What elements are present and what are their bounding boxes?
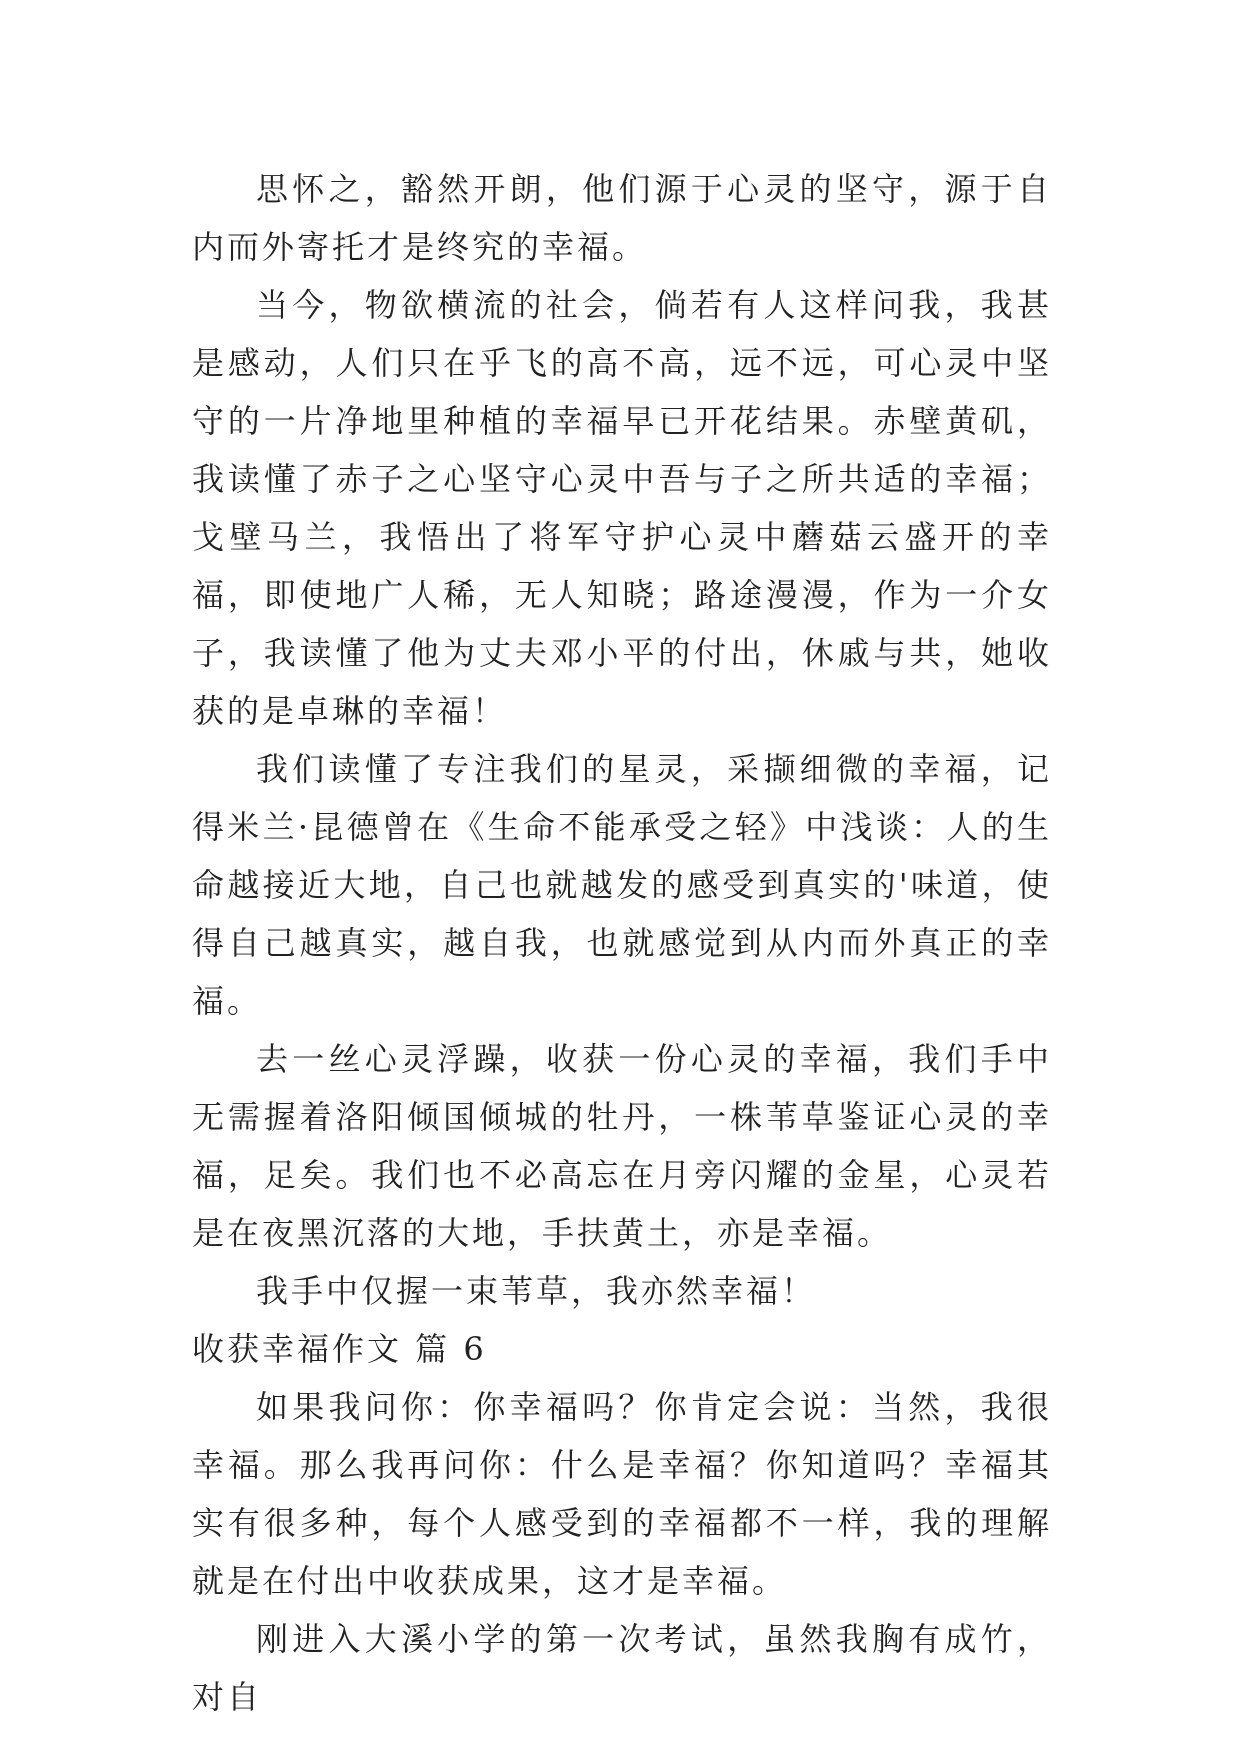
document-page: [192, 160, 1052, 1726]
paragraph-1: 思怀之，豁然开朗，他们源于心灵的坚守，源于自内而外寄托才是终究的幸福。: [192, 170, 1052, 266]
paragraph-6: 如果我问你：你幸福吗？你肯定会说：当然，我很幸福。那么我再问你：什么是幸福？你知道吗？幸福其实有很多种，每个人感受到的幸福都不一样，我的理解就是在付出中收获成果，这才是幸福。: [192, 1388, 1052, 1600]
paragraph-2: 当今，物欲横流的社会，倘若有人这样问我，我甚是感动，人们只在乎飞的高不高，远不远，可心灵中坚守的一片净地里种植的幸福早已开花结果。赤壁黄矶，我读懂了赤子之心坚守心灵中吾与子之所共适的幸福；戈壁马兰，我悟出了将军守护心灵中蘑菇云盛开的幸福，即使地广人稀，无人知晓；路途漫漫，作为一介女子，我读懂了他为丈夫邓小平的付出，休戚与共，她收获的是卓琳的幸福！: [192, 286, 1052, 730]
paragraph-5: 我手中仅握一束苇草，我亦然幸福！: [256, 1272, 817, 1310]
paragraph-3: 我们读懂了专注我们的星灵，采撷细微的幸福，记得米兰·昆德曾在《生命不能承受之轻》中浅谈：人的生命越接近大地，自己也就越发的感受到真实的'味道，使得自己越真实，越自我，也就感觉到从内而外真正的幸福。: [192, 750, 1052, 1020]
paragraph-4: 去一丝心灵浮躁，收获一份心灵的幸福，我们手中无需握着洛阳倾国倾城的牡丹，一株苇草鉴证心灵的幸福，足矣。我们也不必高忘在月旁闪耀的金星，心灵若是在夜黑沉落的大地，手扶黄土，亦是幸福。: [192, 1040, 1052, 1252]
section-heading: 收获幸福作文 篇 6: [192, 1330, 487, 1368]
paragraph-7: 刚进入大溪小学的第一次考试，虽然我胸有成竹，对自: [192, 1620, 1052, 1716]
